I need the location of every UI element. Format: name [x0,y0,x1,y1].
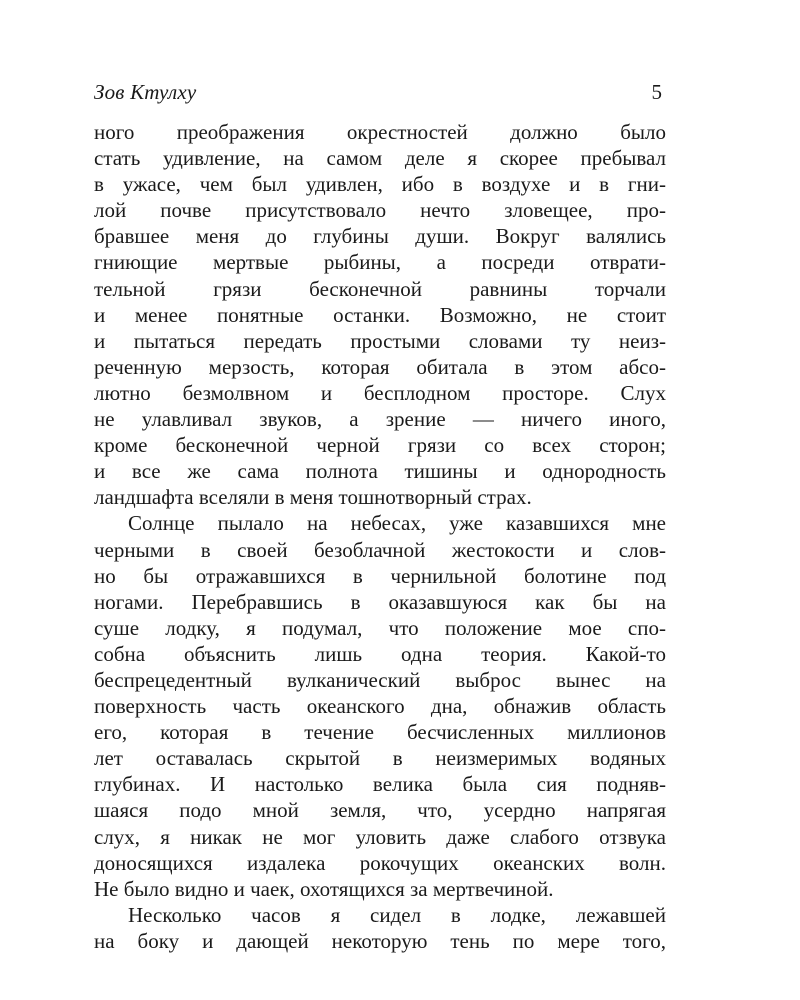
text-line: но бы отражавшихся в чернильной болотине под [94,563,666,588]
text-line: и пытаться передать простыми словами ту неиз- [94,328,666,353]
text-line: тельной грязи бесконечной равнины торчали [94,276,666,301]
text-line: ного преображения окрестностей должно было [94,120,666,144]
text-line: гниющие мертвые рыбины, а посреди отврати- [94,250,666,275]
text-line: стать удивление, на самом деле я скорее пребывал [94,146,666,171]
body-text [94,119,666,954]
text-line: слух, я никак не мог уловить даже слабого отзвука [94,824,666,849]
text-line: глубинах. И настолько велика была сия подняв- [94,772,666,797]
text-line: ландшафта вселяли в меня тошнотворный страх. [94,485,532,510]
text-line: суше лодку, я подумал, что положение мое спо- [94,615,666,640]
text-line: кроме бесконечной черной грязи со всех сторон; [94,433,666,458]
text-line: и менее понятные останки. Возможно, не стоит [94,302,666,327]
text-line: бравшее меня до глубины души. Вокруг валялись [94,224,666,249]
text-line: беспрецедентный вулканический выброс вынес на [94,667,666,692]
text-line: лет оставалась скрытой в неизмеримых водяных [94,746,666,771]
text-line: шаяся подо мной земля, что, усердно напрягая [94,798,666,823]
text-line: лютно безмолвном и бесплодном просторе. Слух [94,380,666,405]
running-head [94,80,666,108]
text-line: не улавливал звуков, а зрение — ничего иного, [94,407,666,432]
text-line: Солнце пылало на небесах, уже казавшихся мне [128,511,666,536]
text-line: ногами. Перебравшись в оказавшуюся как бы на [94,589,666,614]
text-line: поверхность часть океанского дна, обнажив область [94,694,666,719]
text-line: Несколько часов я сидел в лодке, лежавшей [128,902,666,927]
running-title: Зов Ктулху [94,80,197,104]
book-page [94,0,666,1000]
text-line: лой почве присутствовало нечто зловещее, про- [94,198,666,223]
text-line: его, которая в течение бесчисленных миллионов [94,720,666,745]
text-line: на боку и дающей некоторую тень по мере того, [94,928,666,953]
text-line: доносящихся издалека рокочущих океанских волн. [94,850,666,875]
text-line: в ужасе, чем был удивлен, ибо в воздухе и в гни- [94,172,666,197]
text-line: собна объяснить лишь одна теория. Какой-то [94,641,666,666]
text-line: черными в своей безоблачной жестокости и слов- [94,537,666,562]
text-line: Не было видно и чаек, охотящихся за мертвечиной. [94,876,554,901]
text-line: и все же сама полнота тишины и однородность [94,459,666,484]
text-line: реченную мерзость, которая обитала в этом абсо- [94,354,666,379]
page-number: 5 [651,80,662,104]
